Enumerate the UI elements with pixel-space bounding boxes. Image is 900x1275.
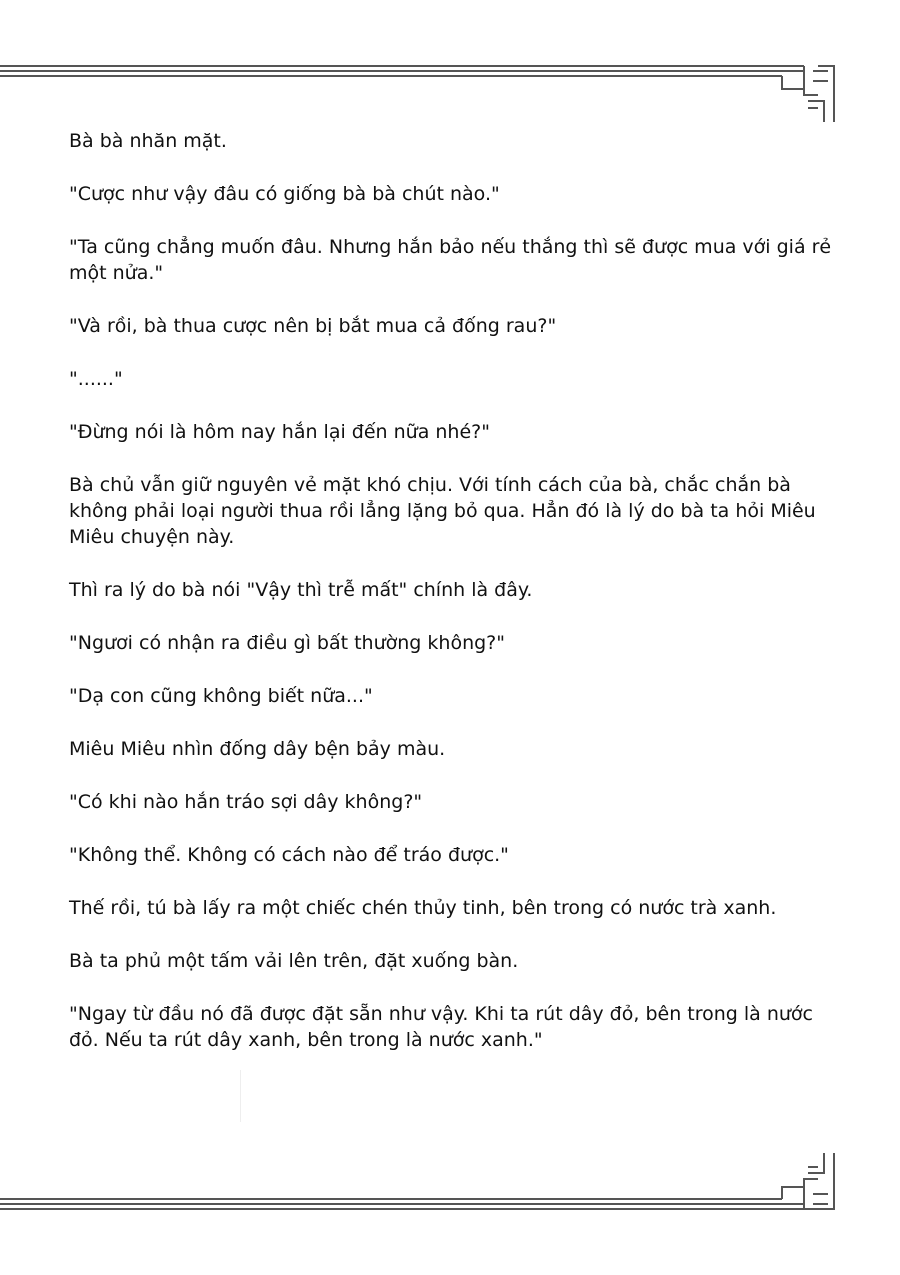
paragraph: "Ta cũng chẳng muốn đâu. Nhưng hắn bảo nếu thắng thì sẽ được mua với giá rẻ một nửa.": [69, 236, 832, 284]
paragraph: Bà ta phủ một tấm vải lên trên, đặt xuống bàn.: [69, 950, 519, 972]
scan-mark: [240, 1070, 241, 1122]
paragraph: "Ngươi có nhận ra điều gì bất thường không?": [69, 632, 505, 654]
paragraph: "Dạ con cũng không biết nữa...": [69, 685, 373, 707]
paragraph: "Không thể. Không có cách nào để tráo được.": [69, 844, 509, 866]
document-body: [69, 128, 841, 1080]
paragraph: "......": [69, 368, 123, 390]
paragraph: "Và rồi, bà thua cược nên bị bắt mua cả đống rau?": [69, 315, 557, 337]
paragraph: "Cược như vậy đâu có giống bà bà chút nào.": [69, 183, 500, 205]
paragraph: Thì ra lý do bà nói "Vậy thì trễ mất" chính là đây.: [69, 579, 533, 601]
paragraph: Miêu Miêu nhìn đống dây bện bảy màu.: [69, 738, 446, 760]
paragraph: Bà bà nhăn mặt.: [69, 130, 227, 152]
ornamental-top-border-icon: [0, 58, 900, 128]
paragraph: "Có khi nào hắn tráo sợi dây không?": [69, 791, 423, 813]
paragraph: Bà chủ vẫn giữ nguyên vẻ mặt khó chịu. Với tính cách của bà, chắc chắn bà không phải loại người thua rồi lẳng lặng bỏ qua. Hẳn đó là lý do bà ta hỏi Miêu Miêu chuyện này.: [69, 474, 816, 548]
paragraph: "Đừng nói là hôm nay hắn lại đến nữa nhé?": [69, 421, 490, 443]
paragraph: Thế rồi, tú bà lấy ra một chiếc chén thủy tinh, bên trong có nước trà xanh.: [69, 897, 777, 919]
ornamental-bottom-border-icon: [0, 1148, 900, 1218]
paragraph: "Ngay từ đầu nó đã được đặt sẵn như vậy. Khi ta rút dây đỏ, bên trong là nước đỏ. Nếu ta rút dây xanh, bên trong là nước xanh.": [69, 1003, 814, 1051]
